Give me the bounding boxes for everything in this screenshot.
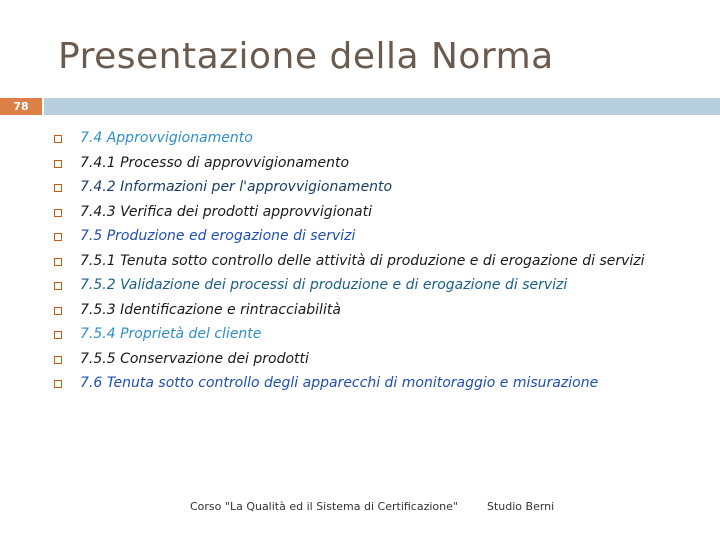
square-bullet-icon [54, 233, 62, 241]
square-bullet-icon [54, 380, 62, 388]
list-item [52, 349, 712, 374]
list-item [52, 226, 712, 251]
footer-course: Corso "La Qualità ed il Sistema di Certificazione" [190, 500, 458, 513]
list-item-text: 7.5.4 Proprietà del cliente [80, 326, 262, 342]
header-bar [0, 98, 720, 115]
square-bullet-icon [54, 282, 62, 290]
slide-title: Presentazione della Norma [58, 36, 554, 77]
list-item-text: 7.5.2 Validazione dei processi di produzione e di erogazione di servizi [80, 277, 568, 293]
list-item [52, 373, 712, 398]
square-bullet-icon [54, 209, 62, 217]
list-item-text: 7.5.5 Conservazione dei prodotti [80, 350, 309, 367]
list-item-text: 7.4.3 Verifica dei prodotti approvvigionati [80, 203, 372, 220]
square-bullet-icon [54, 258, 62, 266]
list-item [52, 300, 712, 325]
square-bullet-icon [54, 184, 62, 192]
square-bullet-icon [54, 356, 62, 364]
list-item-text: 7.5.3 Identificazione e rintracciabilità [80, 301, 341, 318]
list-item-text: 7.4 Approvvigionamento [80, 130, 253, 146]
list-item-text: 7.4.2 Informazioni per l'approvvigionamento [80, 179, 393, 195]
list-item [52, 153, 712, 178]
footer-studio: Studio Berni [487, 500, 555, 513]
header-bar-fill [44, 98, 720, 115]
list-item [52, 324, 712, 349]
list-item [52, 275, 712, 300]
list-item-text: 7.4.1 Processo di approvvigionamento [80, 154, 350, 171]
list-item [52, 251, 712, 276]
list-item [52, 128, 712, 153]
list-item [52, 202, 712, 227]
list-item-text: 7.6 Tenuta sotto controllo degli apparecchi di monitoraggio e misurazione [80, 375, 599, 391]
square-bullet-icon [54, 135, 62, 143]
square-bullet-icon [54, 307, 62, 315]
square-bullet-icon [54, 160, 62, 168]
square-bullet-icon [54, 331, 62, 339]
list-item-text: 7.5 Produzione ed erogazione di servizi [80, 228, 356, 244]
slide-number: 78 [0, 98, 42, 115]
list-item-text: 7.5.1 Tenuta sotto controllo delle attività di produzione e di erogazione di servizi [80, 252, 645, 269]
list-item [52, 177, 712, 202]
bullet-list [52, 128, 712, 398]
